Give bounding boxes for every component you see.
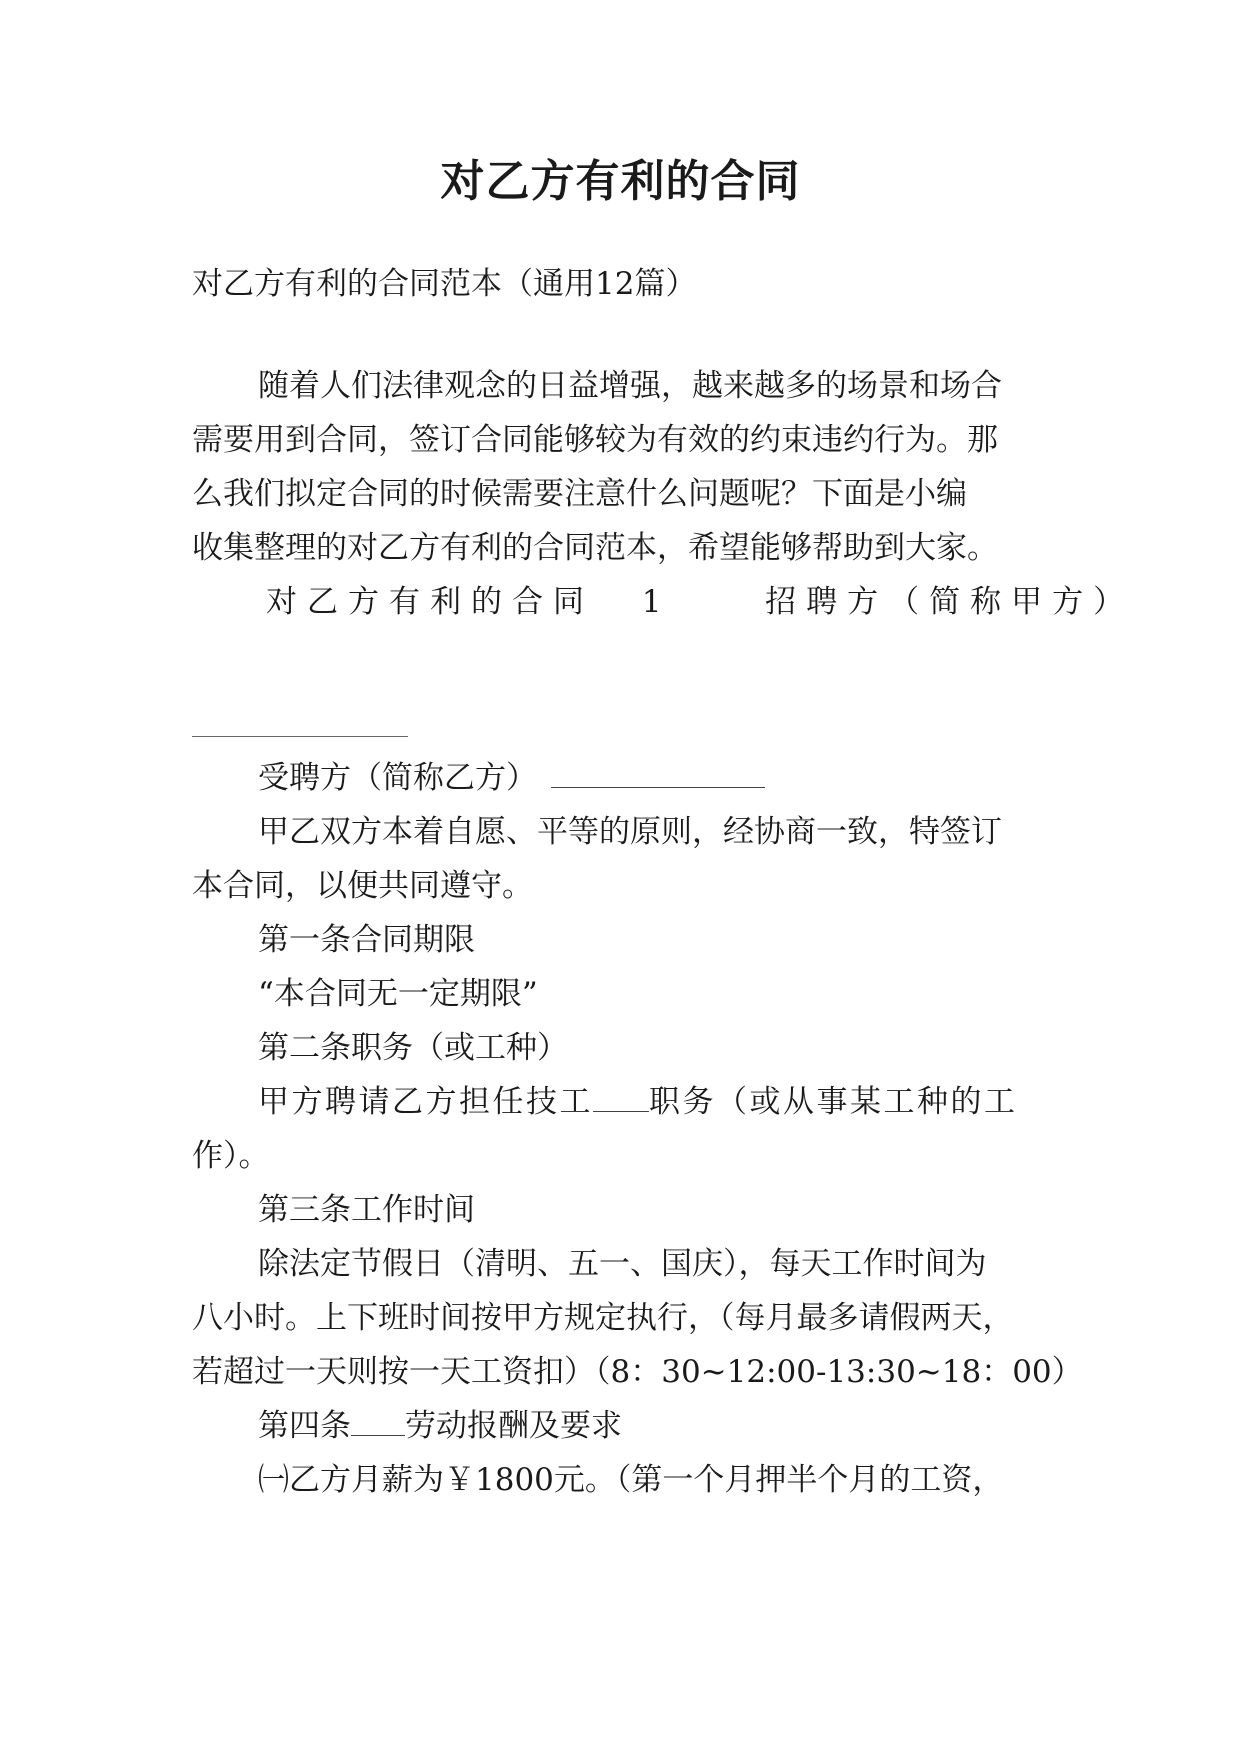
article-3-body-2: 八小时。上下班时间按甲方规定执行，（每月最多请假两天， [192,1300,1014,1336]
employer-name-blank [192,736,408,737]
principle-line-1: 甲乙双方本着自愿、平等的原则，经协商一致，特签订 [258,814,1002,850]
contract-1-number: 1 [641,584,662,620]
employer-label: 招聘方（简称甲方） [765,584,1135,620]
employee-label: 受聘方（简称乙方） [258,760,537,796]
article-4-item-1: ㈠乙方月薪为￥1800元。（第一个月押半个月的工资， [258,1462,1004,1498]
article-4-title-row [258,1404,1118,1448]
principle-line-2: 本合同，以便共同遵守。 [192,868,533,904]
article-3-title: 第三条工作时间 [258,1192,475,1228]
intro-line-2: 需要用到合同，签订合同能够较为有效的约束违约行为。那 [192,422,998,458]
article-2-body-a: 甲方聘请乙方担任技工 [258,1084,593,1120]
employee-name-blank [551,786,765,788]
article-3-body-1: 除法定节假日（清明、五一、国庆），每天工作时间为 [258,1246,987,1282]
article-1-body: “本合同无一定期限” [258,976,538,1012]
article-1-title: 第一条合同期限 [258,922,475,958]
position-blank [593,1110,649,1112]
intro-line-3: 么我们拟定合同的时候需要注意什么问题呢？下面是小编 [192,476,967,512]
intro-line-1: 随着人们法律观念的日益增强，越来越多的场景和场合 [258,368,1002,404]
article-2-body-c: 作）。 [192,1138,270,1174]
article-4-blank [351,1434,405,1436]
article-3-body-3: 若超过一天则按一天工资扣）（8：30~12:00-13:30~18：00） [192,1354,1083,1390]
article-4-title-b: 劳动报酬及要求 [405,1408,622,1444]
article-2-body-b: 职务（或从事某工种的工 [649,1084,1018,1120]
article-4-title-a: 第四条 [258,1408,351,1444]
document-title: 对乙方有利的合同 [440,156,801,207]
intro-line-4: 收集整理的对乙方有利的合同范本，希望能够帮助到大家。 [192,530,998,566]
contract-1-heading-row [266,580,1135,624]
article-2-body-row [258,1080,1118,1124]
employee-row [258,756,1118,800]
document-subtitle: 对乙方有利的合同范本（通用12篇） [192,266,697,302]
article-2-title: 第二条职务（或工种） [258,1030,568,1066]
contract-1-heading: 对乙方有利的合同 [266,584,594,620]
